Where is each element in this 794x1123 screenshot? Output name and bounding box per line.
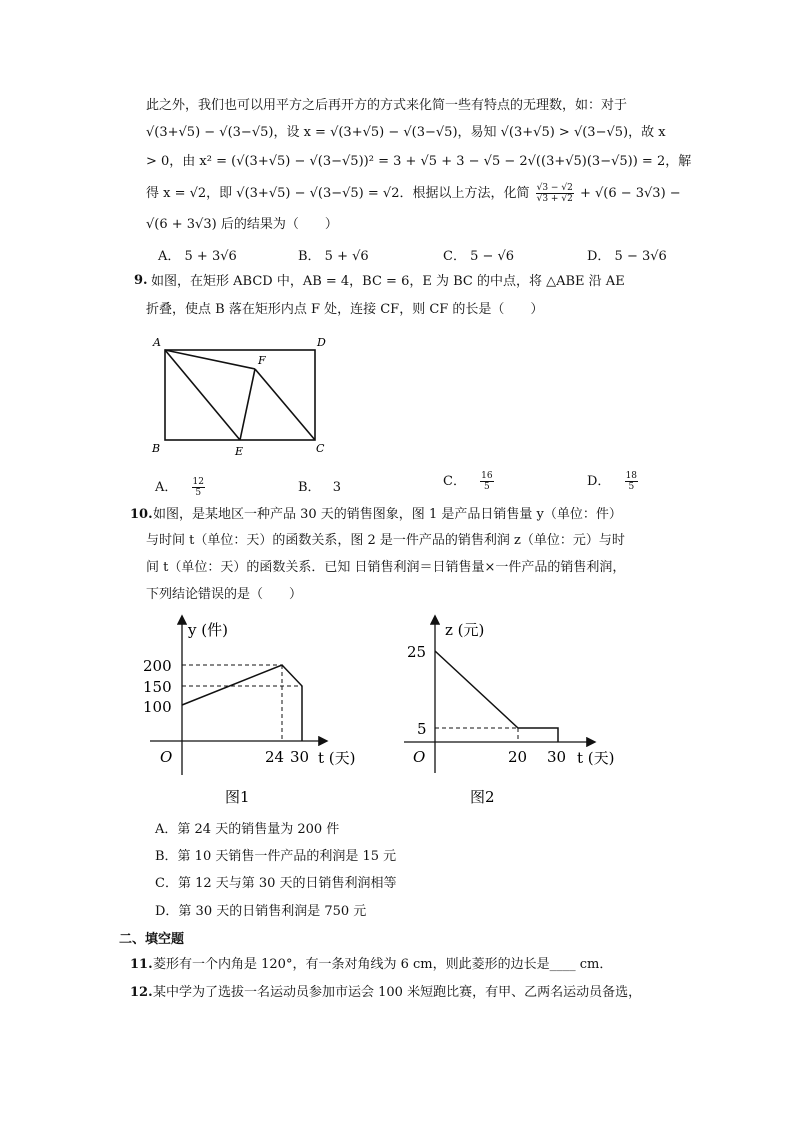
label-a: A bbox=[153, 336, 161, 349]
label-b: B bbox=[152, 442, 161, 455]
q10-text-line-4: 下列结论错误的是（ ） bbox=[146, 587, 303, 602]
label-f: F bbox=[258, 354, 266, 367]
section-2-title: 二、填空题 bbox=[119, 932, 185, 947]
q10-figure-2 bbox=[400, 612, 630, 812]
q9-option-d-numerator: 18 bbox=[625, 471, 638, 481]
segment-fc bbox=[255, 369, 315, 440]
q9-option-a[interactable] bbox=[155, 476, 207, 498]
fig1-sales-line bbox=[182, 665, 302, 741]
q8-text-line-4-main: 得 x = √2，即 √(3+√5) − √(3−√5) = √2．根据以上方法，化简 bbox=[146, 186, 530, 201]
fig2-ytick-25: 25 bbox=[407, 643, 427, 661]
q10-text-line-1: 如图，是某地区一种产品 30 天的销售图象，图 1 是产品日销售量 y（单位：件） bbox=[153, 507, 622, 522]
q8-fraction-denominator: √3 + √2 bbox=[536, 194, 573, 204]
label-e: E bbox=[235, 445, 244, 458]
fig1-caption: 图1 bbox=[225, 788, 250, 806]
label-d: D bbox=[317, 336, 326, 349]
q10-option-b[interactable]: B．第 10 天销售一件产品的利润是 15 元 bbox=[155, 849, 397, 864]
fig2-caption: 图2 bbox=[470, 788, 495, 806]
fig2-origin: O bbox=[413, 748, 426, 766]
fig2-xtick-20: 20 bbox=[508, 748, 528, 766]
q9-option-b-prefix: B． bbox=[298, 480, 321, 495]
fig2-y-label: z (元) bbox=[445, 621, 485, 639]
q9-text-line-1: 如图，在矩形 ABCD 中，AB = 4，BC = 6，E 为 BC 的中点，将 △ABE 沿 AE bbox=[151, 274, 625, 289]
q10-text-line-2: 与时间 t（单位：天）的函数关系，图 2 是一件产品的销售利润 z（单位：元）与时 bbox=[146, 533, 625, 548]
fig2-x-label: t (天) bbox=[577, 749, 615, 767]
q8-option-d[interactable]: D． 5 − 3√6 bbox=[587, 249, 667, 264]
q9-option-d[interactable] bbox=[587, 470, 640, 492]
q9-option-b-value: 3 bbox=[332, 480, 341, 495]
q12-text: 某中学为了选拔一名运动员参加市运会 100 米短跑比赛，有甲、乙两名运动员备选， bbox=[153, 985, 642, 1000]
q8-option-b[interactable]: B． 5 + √6 bbox=[298, 249, 369, 264]
fig2-profit-line bbox=[435, 651, 558, 742]
q8-text-line-5: √(6 + 3√3) 后的结果为（ ） bbox=[146, 217, 338, 232]
rectangle-abcd bbox=[165, 350, 315, 440]
q8-text-line-3: > 0，由 x² = (√(3+√5) − √(3−√5))² = 3 + √5 + 3 − √5 − 2√((3+√5)(3−√5)) = 2，解 bbox=[146, 154, 692, 169]
q9-option-a-prefix: A． bbox=[155, 480, 178, 495]
q8-text-line-1: 此之外，我们也可以用平方之后再开方的方式来化简一些有特点的无理数，如：对于 bbox=[146, 98, 628, 113]
q9-option-c-prefix: C． bbox=[443, 474, 466, 489]
q9-option-a-fraction bbox=[192, 477, 205, 498]
q10-figure-1 bbox=[140, 612, 380, 812]
q8-text-line-4-tail: + √(6 − 3√3) − bbox=[579, 186, 681, 201]
q9-rectangle-figure bbox=[148, 334, 328, 459]
q12-number: 12. bbox=[130, 985, 153, 1000]
fig1-ytick-100: 100 bbox=[143, 698, 172, 716]
q9-option-a-denominator: 5 bbox=[195, 488, 202, 498]
fig1-x-label: t (天) bbox=[318, 749, 356, 767]
fig1-xtick-24: 24 bbox=[265, 748, 285, 766]
q11-number: 11. bbox=[130, 957, 153, 972]
q8-fraction-numerator: √3 − √2 bbox=[536, 183, 573, 193]
q9-option-c-denominator: 5 bbox=[483, 482, 490, 492]
fig1-ytick-200: 200 bbox=[143, 657, 172, 675]
q9-option-d-fraction bbox=[625, 471, 638, 492]
fig2-xtick-30: 30 bbox=[547, 748, 567, 766]
q9-option-c-numerator: 16 bbox=[481, 471, 493, 481]
q9-option-c[interactable] bbox=[443, 470, 496, 492]
q9-option-d-denominator: 5 bbox=[628, 482, 635, 492]
q8-fraction bbox=[536, 183, 574, 204]
q10-number: 10. bbox=[130, 507, 153, 522]
fig1-ytick-150: 150 bbox=[143, 678, 172, 696]
q8-text-line-2: √(3+√5) − √(3−√5)，设 x = √(3+√5) − √(3−√5)，易知 √(3+√5) > √(3−√5)，故 x bbox=[146, 125, 666, 140]
fig2-ytick-5: 5 bbox=[417, 720, 427, 738]
q10-text-line-3: 间 t（单位：天）的函数关系．已知 日销售利润＝日销售量×一件产品的销售利润， bbox=[146, 560, 626, 575]
q8-text-line-4 bbox=[146, 183, 681, 204]
q8-option-a[interactable]: A． 5 + 3√6 bbox=[158, 249, 237, 264]
q9-option-c-fraction bbox=[480, 471, 493, 492]
q10-option-a[interactable]: A．第 24 天的销售量为 200 件 bbox=[155, 822, 340, 837]
q9-option-b[interactable] bbox=[298, 476, 341, 495]
label-c: C bbox=[316, 442, 325, 455]
fig1-y-label: y (件) bbox=[188, 621, 228, 639]
segment-fe bbox=[240, 369, 255, 440]
q9-number: 9. bbox=[134, 273, 148, 288]
q9-option-d-prefix: D． bbox=[587, 474, 611, 489]
fig1-origin: O bbox=[160, 748, 173, 766]
q9-option-a-numerator: 12 bbox=[192, 477, 204, 487]
q11-text: 菱形有一个内角是 120°，有一条对角线为 6 cm，则此菱形的边长是____ cm． bbox=[153, 957, 613, 972]
q10-option-d[interactable]: D．第 30 天的日销售利润是 750 元 bbox=[155, 904, 367, 919]
q9-text-line-2: 折叠，使点 B 落在矩形内点 F 处，连接 CF，则 CF 的长是（ ） bbox=[146, 302, 544, 317]
q10-option-c[interactable]: C．第 12 天与第 30 天的日销售利润相等 bbox=[155, 876, 397, 891]
q8-option-c[interactable]: C． 5 − √6 bbox=[443, 249, 515, 264]
fig1-xtick-30: 30 bbox=[290, 748, 310, 766]
